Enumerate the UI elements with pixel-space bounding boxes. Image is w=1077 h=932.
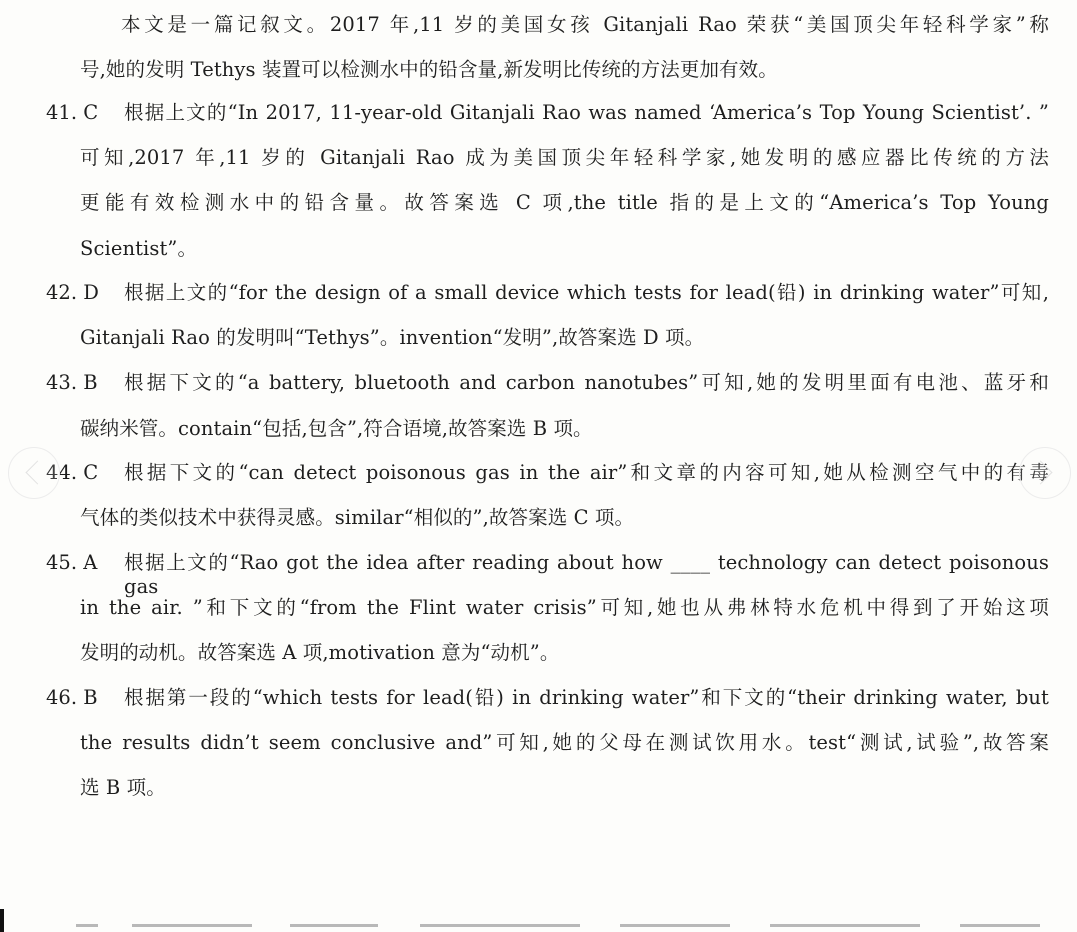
- explanation-line: 根据上文的“Rao got the idea after reading about how ____ technology can detect poisonous gas: [124, 551, 1049, 598]
- explanation-line: 根据下文的“can detect poisonous gas in the air”和文章的内容可知,她从检测空气中的有毒: [124, 461, 1049, 484]
- explanation-line: 更能有效检测水中的铅含量。故答案选 C 项,the title 指的是上文的“America’s Top Young: [80, 191, 1049, 214]
- answer-number: 43. B: [46, 371, 98, 394]
- answer-number: 45. A: [46, 551, 98, 574]
- explanation-line: Gitanjali Rao 的发明叫“Tethys”。invention“发明”,故答案选 D 项。: [80, 326, 705, 349]
- explanation-line: 发明的动机。故答案选 A 项,motivation 意为“动机”。: [80, 641, 560, 664]
- explanation-line: 可知,2017 年,11 岁的 Gitanjali Rao 成为美国顶尖年轻科学家,她发明的感应器比传统的方法: [80, 146, 1049, 169]
- chevron-right-icon: [1028, 460, 1052, 484]
- answer-number: 44. C: [46, 461, 99, 484]
- intro-line: 号,她的发明 Tethys 装置可以检测水中的铅含量,新发明比传统的方法更加有效。: [80, 58, 778, 81]
- answer-number: 41. C: [46, 101, 99, 124]
- explanation-line: in the air. ”和下文的“from the Flint water crisis”可知,她也从弗林特水危机中得到了开始这项: [80, 596, 1049, 619]
- answer-number: 42. D: [46, 281, 99, 304]
- cropped-next-line: [0, 924, 1077, 932]
- explanation-line: 根据第一段的“which tests for lead(铅) in drinking water”和下文的“their drinking water, but: [124, 686, 1049, 709]
- explanation-line: 气体的类似技术中获得灵感。similar“相似的”,故答案选 C 项。: [80, 506, 635, 529]
- intro-line: 本文是一篇记叙文。2017 年,11 岁的美国女孩 Gitanjali Rao 荣获“美国顶尖年轻科学家”称: [121, 13, 1049, 36]
- explanation-line: 选 B 项。: [80, 776, 166, 799]
- answer-number: 46. B: [46, 686, 98, 709]
- explanation-line: 根据上文的“for the design of a small device which tests for lead(铅) in drinking water”可知,: [124, 281, 1049, 304]
- previous-page-button[interactable]: [8, 447, 60, 499]
- explanation-line: 根据上文的“In 2017, 11-year-old Gitanjali Rao was named ‘America’s Top Young Scientist’. ”: [124, 101, 1049, 124]
- explanation-line: the results didn’t seem conclusive and”可知,她的父母在测试饮用水。test“测试,试验”,故答案: [80, 731, 1049, 754]
- explanation-line: Scientist”。: [80, 237, 198, 260]
- explanation-line: 碳纳米管。contain“包括,包含”,符合语境,故答案选 B 项。: [80, 417, 593, 440]
- chevron-left-icon: [25, 460, 49, 484]
- explanation-line: 根据下文的“a battery, bluetooth and carbon nanotubes”可知,她的发明里面有电池、蓝牙和: [124, 371, 1049, 394]
- next-page-button[interactable]: [1019, 447, 1071, 499]
